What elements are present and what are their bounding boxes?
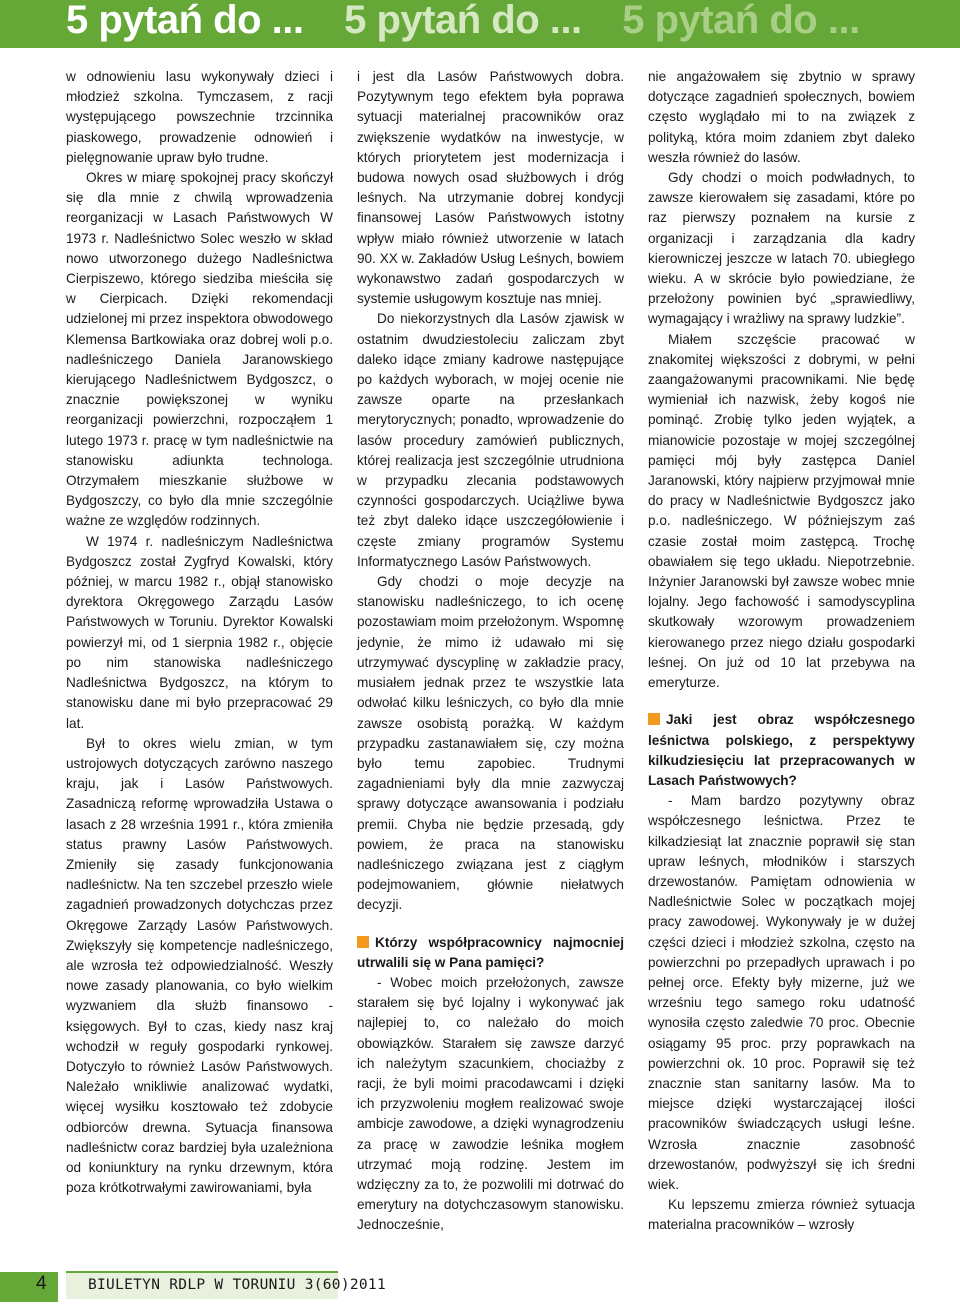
text-column-2: [357, 67, 624, 1236]
paragraph: Miałem szczęście pracować w znakomitej większości z dobrymi, w pełni zaangażowanymi pracownikami. Nie będę wymieniał ich nazwisk, żeby kogoś nie pominąć. Zrobię tylko jeden wyjątek, a mianowicie pozostaje w mojej szczególnej pamięci mój były zastępca Daniel Jaranowski, który najpierw przyjmował mnie do pracy w Nadleśnictwie Bydgoszcz jako p.o. nadleśniczego. W późniejszym zaś czasie został moim zastępcą. Trochę obawiałem się tego układu. Niepotrzebnie. Inżynier Jaranowski był zawsze wobec mnie lojalny. Jego fachowość i samodyscyplina skutkowały wzorowym prowadzeniem kierowanego przez niego działu gospodarki leśnej. On już od 10 lat przebywa na emeryturze.: [648, 331, 915, 691]
paragraph: Gdy chodzi o moich podwładnych, to zawsze kierowałem się zasadami, które po raz pierwszy poznałem na kursie z organizacji i zarządzania dla kadry kierowniczej jeszcze w latach 70. ubiegłego wieku. A w skrócie było powiedziane, że przełożony powinien być „sprawiedliwy, wymagający i wrażliwy na sprawy ludzkie”.: [648, 170, 915, 327]
paragraph: Do niekorzystnych dla Lasów zjawisk w ostatnim dwudziestoleciu zaliczam zbyt daleko idące zmiany kadrowe następujące po każdych wyborach, w mojej ocenie nie zawsze oparte na przesłankach merytorycznych; ponadto, wprowadzenie do lasów procedury zamówień publicznych, której realizacja jest szczególnie utrudniona w przypadku zlecania podstawowych czynności gospodarczych. Uciążliwe bywa też zbyt daleko idące uszczegółowienie i częste zmiany programów Systemu Informatycznego Lasów Państwowych.: [357, 311, 624, 569]
interview-question: [357, 933, 624, 973]
paragraph: W 1974 r. nadleśniczym Nadleśnictwa Bydgoszcz został Zygfryd Kowalski, który później, w marcu 1982 r., objął stanowisko dyrektora Okręgowego Zarządu Lasów Państwowych w Toruniu. Dyrektor Kowalski powierzył mi, od 1 sierpnia 1982 r., objęcie po nim stanowiska nadleśniczego Nadleśnictwa Bydgoszcz, na którym to stanowisku dane mi było przepracować 29 lat.: [66, 533, 333, 731]
text-column-3: [648, 67, 915, 1236]
header-title-2: 5 pytań do ...: [344, 0, 582, 42]
paragraph: nie angażowałem się zbytnio w sprawy dotyczące zagadnień społecznych, bowiem często wyglądało mi to na związek z polityką, która moim zdaniem zbyt daleko weszła również do lasów.: [648, 69, 915, 165]
question-marker-icon: [648, 713, 660, 725]
page-footer: [0, 1267, 960, 1304]
publication-title: BIULETYN RDLP W TORUNIU 3(60)2011: [88, 1277, 386, 1293]
section-header: [0, 0, 960, 48]
paragraph: Był to okres wielu zmian, w tym ustrojowych dotyczących zarówno naszego kraju, jak i Lasów Państwowych. Zasadniczą reformę wprowadziła Ustawa o lasach z 28 września 1991 r., która zmieniła status prawny Lasów Państwowych. Zmieniły się zasady funkcjonowania nadleśnictw. Na ten szczebel przeszło wiele zagadnień prowadzonych dotychczas przez Okręgowe Zarządy Lasów Państwowych. Zwiększyły się kompetencje nadleśniczego, ale wzrosła też odpowiedzialność. Weszły nowe zasady planowania, co było wielkim wyzwaniem dla służb finansowo -księgowych. Był to czas, kiedy nasz kraj wchodził w reguły gospodarki rynkowej. Dotyczyło to również Lasów Państwowych. Należało wnikliwie analizować wydatki, więcej wysiłku kosztowało też zdobycie odbiorców drewna. Sytuacja finansowa nadleśnictw coraz bardziej była uzależniona od koniunktury na rynku drzewnym, która poza krótkotrwałymi zawirowaniami, była: [66, 735, 333, 1196]
header-title-3: 5 pytań do ...: [622, 0, 860, 42]
header-titles: [66, 0, 890, 44]
interview-question: [648, 710, 915, 791]
paragraph: Okres w miarę spokojnej pracy skończył się dla mnie z chwilą wprowadzenia reorganizacji w Lasach Państwowych W 1973 r. Nadleśnictwo Solec weszło w skład nowo utworzonego dużego Nadleśnictwa Cierpiszewo, którego siedziba mieściła się w Cierpicach. Dzięki rekomendacji udzielonej mi przez inspektora obwodowego Klemensa Bartkowiaka oraz dobrej woli p.o. nadleśniczego Daniela Jaranowskiego kierującego Nadleśnictwem Bydgoszcz, o znacznie powiększonej w wyniku reorganizacji powierzchni, rozpocząłem 1 lutego 1973 r. pracę w tym nadleśnictwie na stanowisku adiunkta technologa. Otrzymałem mieszkanie służbowe w Bydgoszczy, co było dla mnie szczególnie ważne ze względów rodzinnych.: [66, 170, 333, 529]
paragraph: - Mam bardzo pozytywny obraz współczesnego leśnictwa. Przez te kilkadziesiąt lat znacznie poprawił się stan upraw leśnych, młodników i starszych drzewostanów. Pamiętam odnowienia w Nadleśnictwie Solec w początkach mojej pracy zawodowej. Wykonywały je w dużej części dzieci i młodzież szkolna, często na powierzchni po przepadłych uprawach i po pełnej orce. Efekty były mizerne, już we wrześniu tego samego roku udatność wynosiła często zaledwie 70 proc. Obecnie osiągamy 95 proc. przy poprawkach na powierzchni ok. 10 proc. Poprawił się też znacznie stan sanitarny lasów. Ma to miejsce dzięki wystarczającej ilości pracowników świadczących usługi leśne. Wzrosła znacznie zasobność drzewostanów, podwyższył się ich średni wiek.: [648, 793, 915, 1192]
question-text: Jaki jest obraz współczesnego leśnictwa polskiego, z perspektywy kilkudziesięciu lat przepracowanych w Lasach Państwowych?: [648, 712, 915, 788]
text-column-1: [66, 67, 333, 1198]
paragraph: w odnowieniu lasu wykonywały dzieci i młodzież szkolna. Tymczasem, z racji występującego powszechnie trzcinnika piaskowego, prowadzenie odnowień i pielęgnowanie upraw było trudne.: [66, 69, 333, 165]
header-title-1: 5 pytań do ...: [66, 0, 304, 42]
footer-bar: [0, 1272, 58, 1302]
page-number: 4: [36, 1273, 47, 1294]
question-marker-icon: [357, 936, 369, 948]
question-text: Którzy współpracownicy najmocniej utrwalili się w Pana pamięci?: [357, 934, 624, 970]
paragraph: Gdy chodzi o moje decyzje na stanowisku nadleśniczego, to ich ocenę pozostawiam moim przełożonym. Wspomnę jedynie, że mimo iż udawało mi się utrzymywać dyscyplinę w zakładzie pracy, musiałem jednak przez te wszystkie lata odwołać kilku leśniczych, co było dla mnie zawsze osobistą porażką. W każdym przypadku zastanawiałem się, czy można było temu zapobiec. Trudnymi zagadnieniami były dla mnie zazwyczaj sprawy dotyczące awansowania i podziału premii. Chyba nie będzie przesadą, gdy powiem, że praca na stanowisku nadleśniczego związana jest z ciągłym podejmowaniem, głównie niełatwych decyzji.: [357, 574, 624, 913]
paragraph: - Wobec moich przełożonych, zawsze starałem się być lojalny i wykonywać jak najlepiej to, co należało do moich obowiązków. Starałem się zawsze darzyć ich należytym szacunkiem, chociażby z racji, że byli moimi pracodawcami i dzięki ich przyzwoleniu mogłem realizować swoje ambicje zawodowe, a dzięki wynagrodzeniu za pracę w zawodzie leśnika mogłem utrzymać moją rodzinę. Jestem im wdzięczny za to, że pozwolili mi dotrwać do emerytury na dotychczasowym stanowisku. Jednocześnie,: [357, 974, 624, 1233]
paragraph: i jest dla Lasów Państwowych dobra. Pozytywnym tego efektem była poprawa sytuacji materialnej pracowników oraz zwiększenie wydatków na inwestycje, w których priorytetem jest modernizacja i budowa nowych osad służbowych i dróg leśnych. Na utrzymanie dobrej kondycji finansowej Lasów Państwowych istotny wpływ miało również utworzenie w latach 90. XX w. Zakładów Usług Leśnych, bowiem wykonawstwo zadań gospodarczych w systemie usługowym kosztuje nas mniej.: [357, 69, 624, 307]
paragraph: Ku lepszemu zmierza również sytuacja materialna pracowników – wzrosły: [648, 1197, 915, 1233]
